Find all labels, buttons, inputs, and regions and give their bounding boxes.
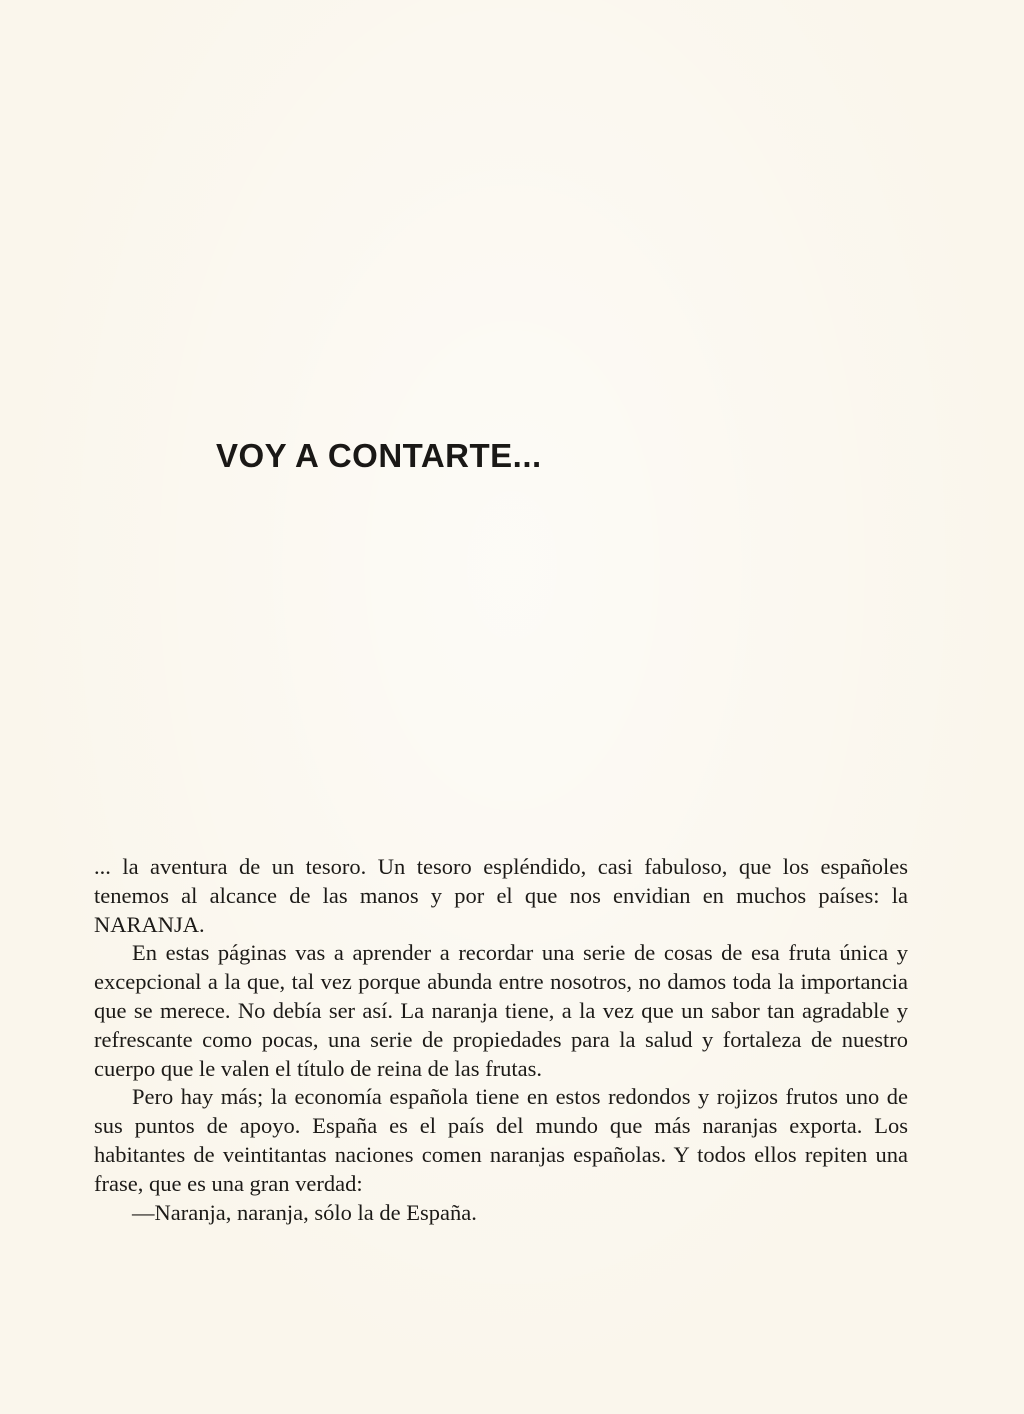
paragraph-2: En estas páginas vas a aprender a recordar una serie de cosas de esa fruta única y excepcional a la que, tal vez porque abunda entre nosotros, no damos toda la importancia que se merece. No debía ser así. La naranja tiene, a la vez que un sabor tan agradable y refrescante como pocas, una serie de propiedades para la salud y fortaleza de nuestro cuerpo que le valen el título de reina de las frutas. [94, 940, 908, 1081]
paragraph-3: Pero hay más; la economía española tiene en estos redondos y rojizos frutos uno de sus puntos de apoyo. España es el país del mundo que más naranjas exporta. Los habitantes de veintitantas naciones comen naranjas españolas. Y todos ellos repiten una frase, que es una gran verdad: [94, 1084, 908, 1196]
page-title: VOY A CONTARTE... [216, 437, 542, 474]
paragraph-4: —Naranja, naranja, sólo la de España. [132, 1199, 477, 1225]
body-text [94, 853, 908, 1227]
paragraph-1: ... la aventura de un tesoro. Un tesoro espléndido, casi fabuloso, que los españoles tenemos al alcance de las manos y por el que nos envidian en muchos países: la NARANJA. [94, 854, 908, 937]
